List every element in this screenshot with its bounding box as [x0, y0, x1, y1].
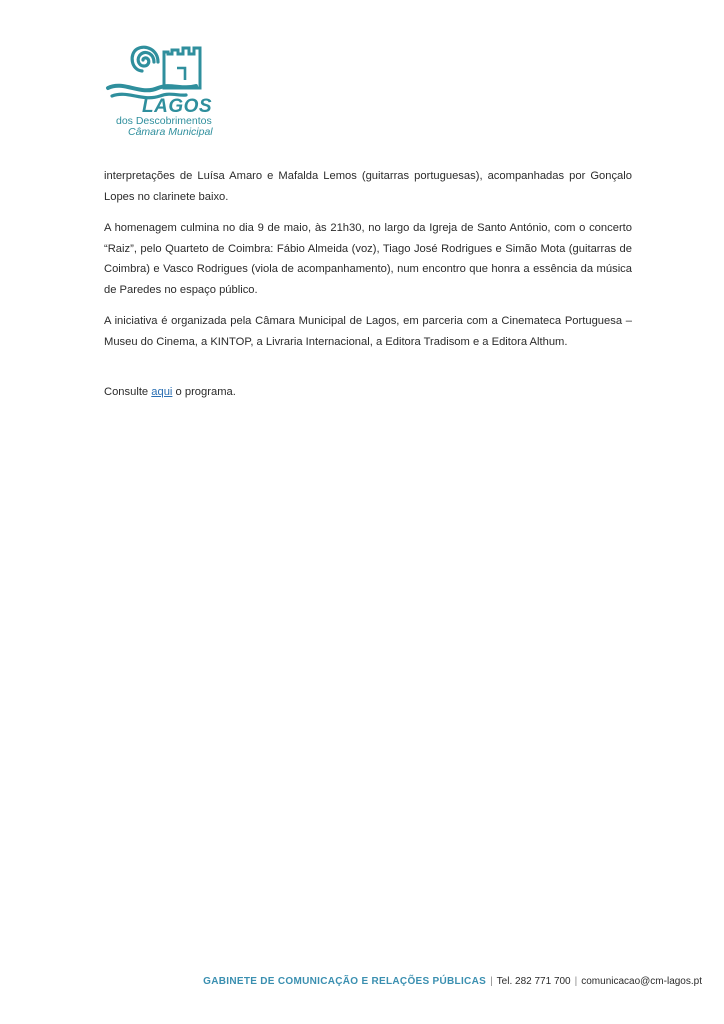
lagos-logo — [104, 40, 244, 140]
paragraph-1: interpretações de Luísa Amaro e Mafalda Lemos (guitarras portuguesas), acompanhadas por Gonçalo Lopes no clarinete baixo. — [104, 170, 632, 203]
consult-line — [104, 382, 632, 403]
paragraph-2: A homenagem culmina no dia 9 de maio, às 21h30, no largo da Igreja de Santo António, com o concerto “Raiz”, pelo Quarteto de Coimbra: Fábio Almeida (voz), Tiago José Rodrigues e Simão Mota (guitarras de Coimbra) e Vasco Rodrigues (viola de acompanhamento), num encontro que honra a essência da música de Paredes no espaço público. — [104, 222, 632, 296]
logo-title: LAGOS — [142, 96, 213, 117]
footer-department: GABINETE DE COMUNICAÇÃO E RELAÇÕES PÚBLICAS — [203, 976, 487, 987]
program-link[interactable]: aqui — [151, 386, 173, 398]
logo-subtitle-1: dos Descobrimentos — [116, 115, 212, 127]
consult-text-after: o programa. — [172, 386, 236, 398]
page-footer — [203, 976, 702, 987]
logo-subtitle-2: Câmara Municipal — [128, 126, 213, 138]
footer-separator-2: | — [574, 976, 578, 987]
document-body — [104, 166, 632, 414]
footer-separator-1: | — [490, 976, 493, 987]
footer-phone: Tel. 282 771 700 — [496, 976, 571, 987]
paragraph-3: A iniciativa é organizada pela Câmara Municipal de Lagos, em parceria com a Cinemateca Portuguesa – Museu do Cinema, a KINTOP, a Livraria Internacional, a Editora Tradisom e a Editora Althum. — [104, 315, 632, 348]
consult-text-before: Consulte — [104, 386, 152, 398]
footer-email: comunicacao@cm-lagos.pt — [581, 976, 702, 987]
